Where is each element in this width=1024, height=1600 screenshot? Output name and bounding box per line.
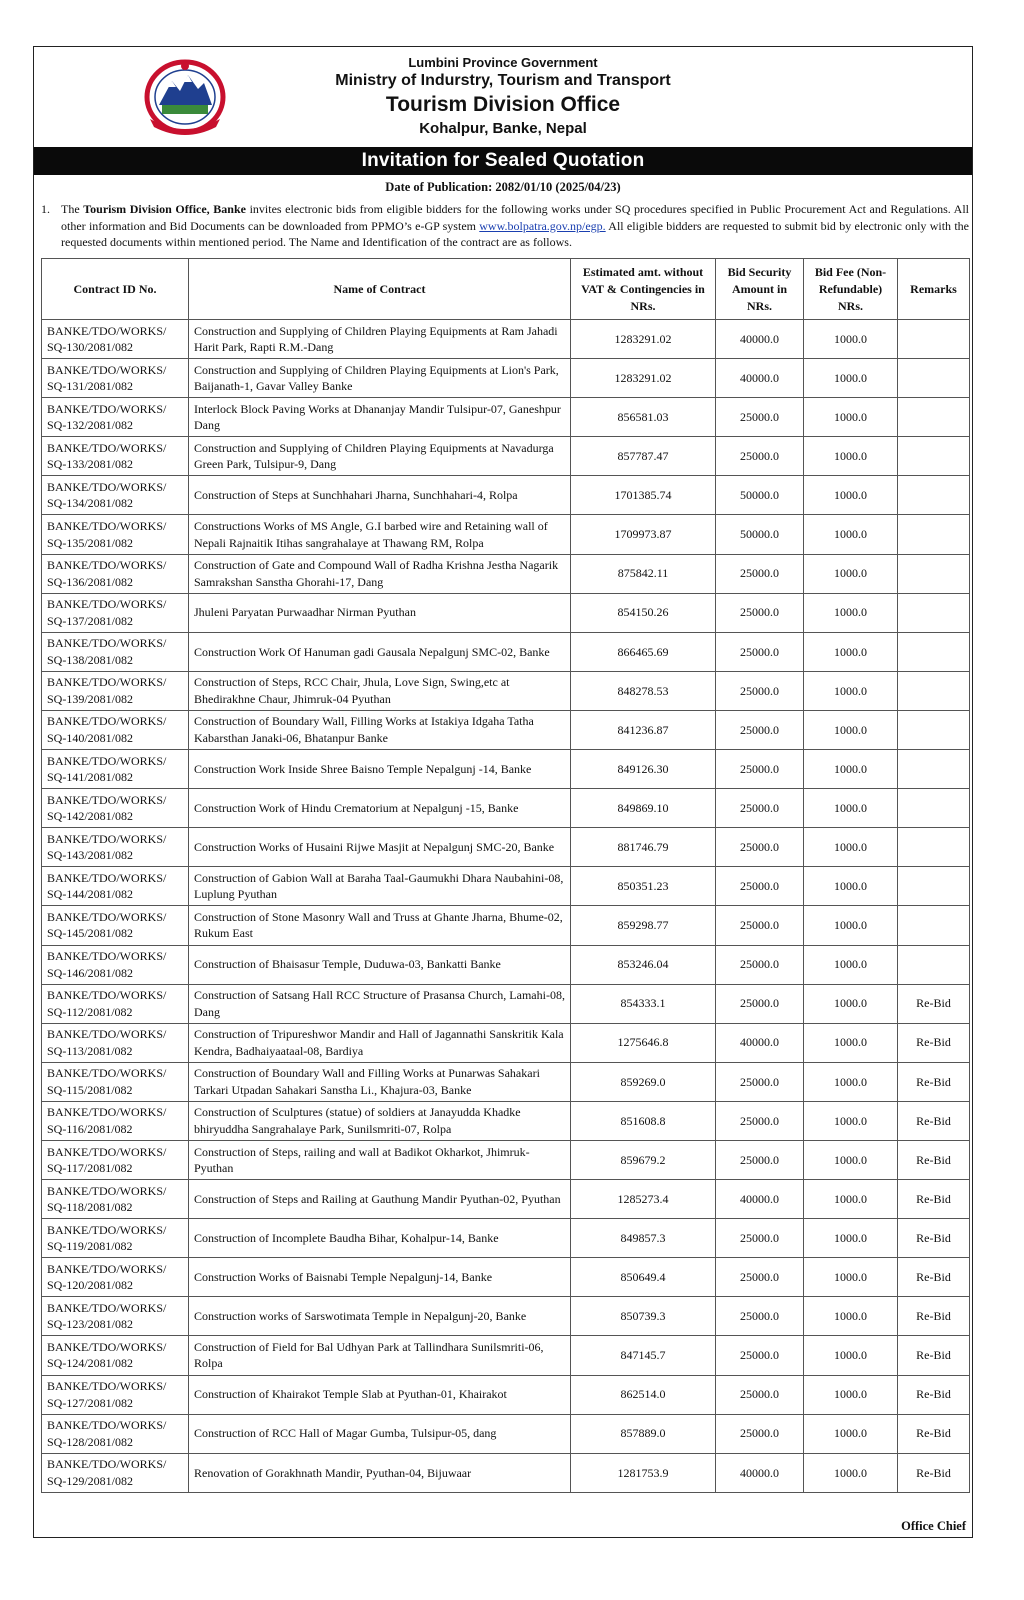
remarks-cell: Re-Bid <box>898 1297 970 1336</box>
contract-id-cell: BANKE/TDO/WORKS/ SQ-130/2081/082 <box>42 320 189 359</box>
intro-office: Tourism Division Office, Banke <box>83 202 246 216</box>
estimated-amount-cell: 1701385.74 <box>571 476 716 515</box>
remarks-cell: Re-Bid <box>898 1062 970 1101</box>
signatory: Office Chief <box>901 1519 966 1533</box>
contract-name-cell: Construction of Gabion Wall at Baraha Taal-Gaumukhi Dhara Naubahini-08, Luplung Pyuthan <box>189 867 571 906</box>
header-bid-fee: Bid Fee (Non-Refundable) NRs. <box>804 259 898 320</box>
remarks-cell <box>898 593 970 632</box>
contract-name-cell: Construction Work Of Hanuman gadi Gausala Nepalgunj SMC-02, Banke <box>189 632 571 671</box>
table-row <box>42 1414 970 1453</box>
contract-id-cell: BANKE/TDO/WORKS/ SQ-143/2081/082 <box>42 828 189 867</box>
contract-name-cell: Constructions Works of MS Angle, G.I barbed wire and Retaining wall of Nepali Rajnaitik Itihas sangrahalaye at Thawang RM, Rolpa <box>189 515 571 554</box>
table-row <box>42 437 970 476</box>
estimated-amount-cell: 859269.0 <box>571 1062 716 1101</box>
estimated-amount-cell: 841236.87 <box>571 710 716 749</box>
contract-id-cell: BANKE/TDO/WORKS/ SQ-139/2081/082 <box>42 671 189 710</box>
bid-security-cell: 25000.0 <box>716 1375 804 1414</box>
bid-security-cell: 50000.0 <box>716 515 804 554</box>
bid-fee-cell: 1000.0 <box>804 710 898 749</box>
bid-fee-cell: 1000.0 <box>804 906 898 945</box>
table-row <box>42 1140 970 1179</box>
contract-id-cell: BANKE/TDO/WORKS/ SQ-113/2081/082 <box>42 1023 189 1062</box>
letterhead <box>34 47 972 145</box>
table-row <box>42 359 970 398</box>
estimated-amount-cell: 850739.3 <box>571 1297 716 1336</box>
paragraph-number: 1. <box>41 202 50 216</box>
bid-fee-cell: 1000.0 <box>804 1453 898 1492</box>
contract-name-cell: Construction of Satsang Hall RCC Structure of Prasansa Church, Lamahi-08, Dang <box>189 984 571 1023</box>
contract-name-cell: Construction of Gate and Compound Wall of Radha Krishna Jestha Nagarik Samrakshan Sanstha Ghorahi-17, Dang <box>189 554 571 593</box>
contract-name-cell: Interlock Block Paving Works at Dhananjay Mandir Tulsipur-07, Ganeshpur Dang <box>189 398 571 437</box>
contract-id-cell: BANKE/TDO/WORKS/ SQ-129/2081/082 <box>42 1453 189 1492</box>
table-row <box>42 1062 970 1101</box>
estimated-amount-cell: 1285273.4 <box>571 1180 716 1219</box>
bid-security-cell: 25000.0 <box>716 1062 804 1101</box>
contract-id-cell: BANKE/TDO/WORKS/ SQ-118/2081/082 <box>42 1180 189 1219</box>
table-row <box>42 1219 970 1258</box>
bid-security-cell: 40000.0 <box>716 1023 804 1062</box>
table-body <box>42 320 970 1493</box>
notice-frame <box>33 46 973 1538</box>
table-row <box>42 1180 970 1219</box>
table-row <box>42 1453 970 1492</box>
contract-id-cell: BANKE/TDO/WORKS/ SQ-137/2081/082 <box>42 593 189 632</box>
intro-paragraph <box>41 201 969 251</box>
table-row <box>42 750 970 789</box>
remarks-cell: Re-Bid <box>898 1140 970 1179</box>
contract-name-cell: Construction works of Sarswotimata Temple in Nepalgunj-20, Banke <box>189 1297 571 1336</box>
contract-id-cell: BANKE/TDO/WORKS/ SQ-140/2081/082 <box>42 710 189 749</box>
remarks-cell <box>898 359 970 398</box>
remarks-cell <box>898 632 970 671</box>
contract-id-cell: BANKE/TDO/WORKS/ SQ-131/2081/082 <box>42 359 189 398</box>
contract-name-cell: Construction of Boundary Wall and Filling Works at Punarwas Sahakari Tarkari Utpadan Sahakari Sanstha Li., Khajura-03, Banke <box>189 1062 571 1101</box>
remarks-cell <box>898 554 970 593</box>
estimated-amount-cell: 857889.0 <box>571 1414 716 1453</box>
contract-id-cell: BANKE/TDO/WORKS/ SQ-119/2081/082 <box>42 1219 189 1258</box>
estimated-amount-cell: 857787.47 <box>571 437 716 476</box>
table-row <box>42 1101 970 1140</box>
contract-name-cell: Construction Work Inside Shree Baisno Temple Nepalgunj -14, Banke <box>189 750 571 789</box>
province-name: Lumbini Province Government <box>408 55 598 70</box>
remarks-cell: Re-Bid <box>898 984 970 1023</box>
contract-name-cell: Construction of Sculptures (statue) of soldiers at Janayudda Khadke bhiryuddha Sangrahalaye Park, Sunilsmriti-07, Rolpa <box>189 1101 571 1140</box>
bid-security-cell: 25000.0 <box>716 1219 804 1258</box>
contract-id-cell: BANKE/TDO/WORKS/ SQ-124/2081/082 <box>42 1336 189 1375</box>
bid-fee-cell: 1000.0 <box>804 1258 898 1297</box>
remarks-cell <box>898 398 970 437</box>
bid-security-cell: 25000.0 <box>716 1258 804 1297</box>
table-header-row <box>42 259 970 320</box>
bid-security-cell: 25000.0 <box>716 984 804 1023</box>
bid-fee-cell: 1000.0 <box>804 1375 898 1414</box>
bid-fee-cell: 1000.0 <box>804 398 898 437</box>
office-name: Tourism Division Office <box>385 93 621 116</box>
bid-fee-cell: 1000.0 <box>804 671 898 710</box>
header-remarks: Remarks <box>898 259 970 320</box>
estimated-amount-cell: 850649.4 <box>571 1258 716 1297</box>
estimated-amount-cell: 1275646.8 <box>571 1023 716 1062</box>
contract-id-cell: BANKE/TDO/WORKS/ SQ-133/2081/082 <box>42 437 189 476</box>
estimated-amount-cell: 849857.3 <box>571 1219 716 1258</box>
table-row <box>42 710 970 749</box>
contract-name-cell: Construction of Steps at Sunchhahari Jharna, Sunchhahari-4, Rolpa <box>189 476 571 515</box>
paragraph-text <box>61 201 969 251</box>
bid-security-cell: 25000.0 <box>716 1414 804 1453</box>
contract-id-cell: BANKE/TDO/WORKS/ SQ-138/2081/082 <box>42 632 189 671</box>
bid-security-cell: 40000.0 <box>716 1453 804 1492</box>
bid-security-cell: 25000.0 <box>716 398 804 437</box>
bid-fee-cell: 1000.0 <box>804 1101 898 1140</box>
bid-security-cell: 25000.0 <box>716 828 804 867</box>
remarks-cell <box>898 710 970 749</box>
contract-id-cell: BANKE/TDO/WORKS/ SQ-142/2081/082 <box>42 789 189 828</box>
bid-security-cell: 40000.0 <box>716 320 804 359</box>
contract-id-cell: BANKE/TDO/WORKS/ SQ-141/2081/082 <box>42 750 189 789</box>
bid-fee-cell: 1000.0 <box>804 1219 898 1258</box>
remarks-cell <box>898 945 970 984</box>
contract-name-cell: Construction Works of Baisnabi Temple Nepalgunj-14, Banke <box>189 1258 571 1297</box>
intro-pre: The <box>61 202 84 216</box>
bid-fee-cell: 1000.0 <box>804 1140 898 1179</box>
bid-fee-cell: 1000.0 <box>804 1023 898 1062</box>
estimated-amount-cell: 859298.77 <box>571 906 716 945</box>
bid-security-cell: 25000.0 <box>716 906 804 945</box>
table-row <box>42 789 970 828</box>
remarks-cell: Re-Bid <box>898 1023 970 1062</box>
contract-name-cell: Construction and Supplying of Children Playing Equipments at Lion's Park, Baijanath-1, Gavar Valley Banke <box>189 359 571 398</box>
bid-fee-cell: 1000.0 <box>804 1414 898 1453</box>
table-row <box>42 1375 970 1414</box>
bid-fee-cell: 1000.0 <box>804 867 898 906</box>
table-row <box>42 632 970 671</box>
notice-title: Invitation for Sealed Quotation <box>34 147 972 175</box>
remarks-cell <box>898 828 970 867</box>
table-row <box>42 1336 970 1375</box>
bid-fee-cell: 1000.0 <box>804 320 898 359</box>
contract-id-cell: BANKE/TDO/WORKS/ SQ-146/2081/082 <box>42 945 189 984</box>
bid-security-cell: 25000.0 <box>716 593 804 632</box>
remarks-cell: Re-Bid <box>898 1180 970 1219</box>
contract-name-cell: Construction and Supplying of Children Playing Equipments at Ram Jahadi Harit Park, Rapti R.M.-Dang <box>189 320 571 359</box>
estimated-amount-cell: 856581.03 <box>571 398 716 437</box>
bid-security-cell: 25000.0 <box>716 867 804 906</box>
table-row <box>42 1258 970 1297</box>
bid-security-cell: 40000.0 <box>716 359 804 398</box>
contract-name-cell: Construction Works of Husaini Rijwe Masjit at Nepalgunj SMC-20, Banke <box>189 828 571 867</box>
table-row <box>42 593 970 632</box>
bid-security-cell: 25000.0 <box>716 437 804 476</box>
header-contract-id: Contract ID No. <box>42 259 189 320</box>
bid-security-cell: 25000.0 <box>716 1336 804 1375</box>
bid-security-cell: 25000.0 <box>716 945 804 984</box>
contract-name-cell: Construction of Stone Masonry Wall and Truss at Ghante Jharna, Bhume-02, Rukum East <box>189 906 571 945</box>
table-row <box>42 1023 970 1062</box>
estimated-amount-cell: 862514.0 <box>571 1375 716 1414</box>
remarks-cell <box>898 515 970 554</box>
contract-id-cell: BANKE/TDO/WORKS/ SQ-135/2081/082 <box>42 515 189 554</box>
bid-security-cell: 25000.0 <box>716 1101 804 1140</box>
bid-fee-cell: 1000.0 <box>804 359 898 398</box>
contract-id-cell: BANKE/TDO/WORKS/ SQ-123/2081/082 <box>42 1297 189 1336</box>
contract-name-cell: Construction of Bhaisasur Temple, Duduwa-03, Bankatti Banke <box>189 945 571 984</box>
contract-id-cell: BANKE/TDO/WORKS/ SQ-127/2081/082 <box>42 1375 189 1414</box>
contract-name-cell: Renovation of Gorakhnath Mandir, Pyuthan-04, Bijuwaar <box>189 1453 571 1492</box>
contract-id-cell: BANKE/TDO/WORKS/ SQ-116/2081/082 <box>42 1101 189 1140</box>
contract-name-cell: Jhuleni Paryatan Purwaadhar Nirman Pyuthan <box>189 593 571 632</box>
estimated-amount-cell: 1283291.02 <box>571 320 716 359</box>
contract-id-cell: BANKE/TDO/WORKS/ SQ-136/2081/082 <box>42 554 189 593</box>
bid-fee-cell: 1000.0 <box>804 750 898 789</box>
contract-name-cell: Construction of Incomplete Baudha Bihar, Kohalpur-14, Banke <box>189 1219 571 1258</box>
table-row <box>42 906 970 945</box>
remarks-cell <box>898 476 970 515</box>
table-row <box>42 1297 970 1336</box>
estimated-amount-cell: 859679.2 <box>571 1140 716 1179</box>
egp-link[interactable]: www.bolpatra.gov.np/egp. <box>479 218 606 233</box>
contract-name-cell: Construction of Khairakot Temple Slab at Pyuthan-01, Khairakot <box>189 1375 571 1414</box>
publication-date: Date of Publication: 2082/01/10 (2025/04/23) <box>385 180 621 194</box>
contracts-table <box>41 258 970 1493</box>
contract-name-cell: Construction of Steps, RCC Chair, Jhula, Love Sign, Swing,etc at Bhedirakhne Chaur, Jhimruk-04 Pyuthan <box>189 671 571 710</box>
contract-name-cell: Construction of RCC Hall of Magar Gumba, Tulsipur-05, dang <box>189 1414 571 1453</box>
estimated-amount-cell: 848278.53 <box>571 671 716 710</box>
bid-fee-cell: 1000.0 <box>804 984 898 1023</box>
bid-fee-cell: 1000.0 <box>804 554 898 593</box>
bid-fee-cell: 1000.0 <box>804 789 898 828</box>
table-row <box>42 945 970 984</box>
estimated-amount-cell: 850351.23 <box>571 867 716 906</box>
remarks-cell: Re-Bid <box>898 1453 970 1492</box>
bid-security-cell: 25000.0 <box>716 632 804 671</box>
intro-post: All eligible bidders are requested to submit bid by electronic only with the requested documents within mentioned period. The Name and Identification of the contract are as follows. <box>61 218 969 249</box>
remarks-cell: Re-Bid <box>898 1336 970 1375</box>
estimated-amount-cell: 854333.1 <box>571 984 716 1023</box>
table-row <box>42 671 970 710</box>
remarks-cell: Re-Bid <box>898 1414 970 1453</box>
remarks-cell <box>898 437 970 476</box>
contract-name-cell: Construction Work of Hindu Crematorium at Nepalgunj -15, Banke <box>189 789 571 828</box>
contract-id-cell: BANKE/TDO/WORKS/ SQ-144/2081/082 <box>42 867 189 906</box>
remarks-cell <box>898 671 970 710</box>
remarks-cell: Re-Bid <box>898 1219 970 1258</box>
remarks-cell <box>898 789 970 828</box>
contract-name-cell: Construction of Field for Bal Udhyan Park at Tallindhara Sunilsmriti-06, Rolpa <box>189 1336 571 1375</box>
bid-fee-cell: 1000.0 <box>804 1336 898 1375</box>
contract-name-cell: Construction and Supplying of Children Playing Equipments at Navadurga Green Park, Tulsipur-9, Dang <box>189 437 571 476</box>
contract-id-cell: BANKE/TDO/WORKS/ SQ-117/2081/082 <box>42 1140 189 1179</box>
header-estimated-amount: Estimated amt. without VAT & Contingencies in NRs. <box>571 259 716 320</box>
bid-fee-cell: 1000.0 <box>804 476 898 515</box>
bid-security-cell: 25000.0 <box>716 1140 804 1179</box>
table-row <box>42 320 970 359</box>
remarks-cell: Re-Bid <box>898 1101 970 1140</box>
estimated-amount-cell: 853246.04 <box>571 945 716 984</box>
estimated-amount-cell: 849126.30 <box>571 750 716 789</box>
header-bid-security: Bid Security Amount in NRs. <box>716 259 804 320</box>
contract-name-cell: Construction of Boundary Wall, Filling Works at Istakiya Idgaha Tatha Kabarsthan Janaki-06, Bhatanpur Banke <box>189 710 571 749</box>
bid-security-cell: 25000.0 <box>716 1297 804 1336</box>
remarks-cell <box>898 750 970 789</box>
bid-fee-cell: 1000.0 <box>804 437 898 476</box>
bid-fee-cell: 1000.0 <box>804 632 898 671</box>
estimated-amount-cell: 1709973.87 <box>571 515 716 554</box>
table-row <box>42 398 970 437</box>
bid-security-cell: 25000.0 <box>716 750 804 789</box>
table-row <box>42 867 970 906</box>
estimated-amount-cell: 1281753.9 <box>571 1453 716 1492</box>
contract-name-cell: Construction of Steps, railing and wall at Badikot Okharkot, Jhimruk-Pyuthan <box>189 1140 571 1179</box>
estimated-amount-cell: 1283291.02 <box>571 359 716 398</box>
estimated-amount-cell: 851608.8 <box>571 1101 716 1140</box>
contract-id-cell: BANKE/TDO/WORKS/ SQ-132/2081/082 <box>42 398 189 437</box>
ministry-name: Ministry of Indurstry, Tourism and Transport <box>335 72 671 89</box>
bid-security-cell: 25000.0 <box>716 554 804 593</box>
table-row <box>42 828 970 867</box>
contract-id-cell: BANKE/TDO/WORKS/ SQ-120/2081/082 <box>42 1258 189 1297</box>
estimated-amount-cell: 847145.7 <box>571 1336 716 1375</box>
bid-security-cell: 25000.0 <box>716 710 804 749</box>
contract-id-cell: BANKE/TDO/WORKS/ SQ-115/2081/082 <box>42 1062 189 1101</box>
contract-name-cell: Construction of Tripureshwor Mandir and Hall of Jagannathi Sanskritik Kala Kendra, Badhaiyaataal-08, Bardiya <box>189 1023 571 1062</box>
bid-fee-cell: 1000.0 <box>804 828 898 867</box>
bid-security-cell: 25000.0 <box>716 789 804 828</box>
bid-fee-cell: 1000.0 <box>804 1180 898 1219</box>
remarks-cell <box>898 320 970 359</box>
remarks-cell: Re-Bid <box>898 1375 970 1414</box>
table-row <box>42 984 970 1023</box>
bid-security-cell: 50000.0 <box>716 476 804 515</box>
remarks-cell <box>898 906 970 945</box>
contract-name-cell: Construction of Steps and Railing at Gauthung Mandir Pyuthan-02, Pyuthan <box>189 1180 571 1219</box>
bid-fee-cell: 1000.0 <box>804 1062 898 1101</box>
contract-id-cell: BANKE/TDO/WORKS/ SQ-134/2081/082 <box>42 476 189 515</box>
bid-fee-cell: 1000.0 <box>804 515 898 554</box>
bid-security-cell: 40000.0 <box>716 1180 804 1219</box>
contract-id-cell: BANKE/TDO/WORKS/ SQ-112/2081/082 <box>42 984 189 1023</box>
estimated-amount-cell: 866465.69 <box>571 632 716 671</box>
contract-id-cell: BANKE/TDO/WORKS/ SQ-128/2081/082 <box>42 1414 189 1453</box>
bid-fee-cell: 1000.0 <box>804 945 898 984</box>
bid-fee-cell: 1000.0 <box>804 1297 898 1336</box>
remarks-cell: Re-Bid <box>898 1258 970 1297</box>
remarks-cell <box>898 867 970 906</box>
table-row <box>42 476 970 515</box>
estimated-amount-cell: 854150.26 <box>571 593 716 632</box>
intro-mid: invites electronic bids from eligible bidders for the following works under SQ procedures specified in Public Procurement Act and Regulations. All other information and Bid Documents can be downloaded from PPMO’s e-GP system <box>61 202 970 233</box>
table-row <box>42 554 970 593</box>
estimated-amount-cell: 875842.11 <box>571 554 716 593</box>
estimated-amount-cell: 849869.10 <box>571 789 716 828</box>
office-address: Kohalpur, Banke, Nepal <box>419 120 587 137</box>
contract-id-cell: BANKE/TDO/WORKS/ SQ-145/2081/082 <box>42 906 189 945</box>
table-row <box>42 515 970 554</box>
estimated-amount-cell: 881746.79 <box>571 828 716 867</box>
header-contract-name: Name of Contract <box>189 259 571 320</box>
bid-fee-cell: 1000.0 <box>804 593 898 632</box>
bid-security-cell: 25000.0 <box>716 671 804 710</box>
